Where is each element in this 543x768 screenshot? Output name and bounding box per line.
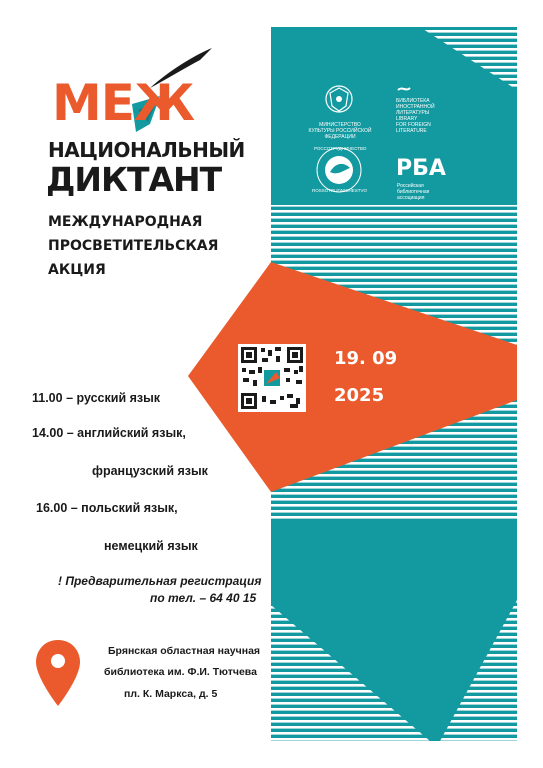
- rba-caption-line: библиотечная: [397, 189, 430, 195]
- location-pin-icon: [36, 640, 80, 706]
- library-caption-line: ЛИТЕРАТУРЫ: [396, 110, 430, 116]
- library-caption: [396, 98, 435, 134]
- library-caption-line: БИБЛИОТЕКА: [396, 98, 430, 104]
- registration-phone: по тел. – 64 40 15: [150, 591, 257, 605]
- address-line: Брянская областная научная: [108, 645, 261, 657]
- schedule-item: французский язык: [92, 464, 208, 478]
- library-caption-line: ИНОСТРАННОЙ: [396, 104, 435, 110]
- rba-logo: РБА: [396, 156, 446, 181]
- rossotr-caption-bottom: ROSSOTRUDNICHESTVO: [312, 188, 368, 193]
- library-caption-line: LITERATURE: [396, 128, 427, 134]
- rba-caption-line: ассоциация: [397, 195, 425, 201]
- event-date: 19. 09: [334, 348, 398, 369]
- ministry-caption: МИНИСТЕРСТВО КУЛЬТУРЫ РОССИЙСКОЙ ФЕДЕРАЦИИ: [308, 122, 372, 140]
- subtitle-line: МЕЖДУНАРОДНАЯ: [48, 214, 203, 230]
- registration-note: ! Предварительная регистрация: [58, 574, 262, 588]
- rba-caption: [397, 183, 429, 201]
- logo-line-national: НАЦИОНАЛЬНЫЙ: [48, 138, 245, 162]
- library-caption-line: LIBRARY: [396, 116, 418, 122]
- schedule-item: 14.00 – английский язык,: [32, 426, 186, 440]
- schedule-item: немецкий язык: [104, 539, 198, 553]
- subtitle-line: ПРОСВЕТИТЕЛЬСКАЯ: [48, 238, 219, 254]
- library-logo-icon: [398, 88, 410, 90]
- schedule-item: 11.00 – русский язык: [32, 391, 161, 405]
- library-caption-line: FOR FOREIGN: [396, 122, 431, 128]
- address-line: пл. К. Маркса, д. 5: [124, 688, 218, 700]
- logo-wordmark: МЕЖ: [52, 74, 195, 132]
- logo-line-dictation: ДИКТАНТ: [46, 160, 222, 199]
- address-line: библиотека им. Ф.И. Тютчева: [104, 666, 257, 678]
- subtitle-line: АКЦИЯ: [48, 262, 106, 278]
- qr-code: [238, 344, 306, 412]
- schedule-item: 16.00 – польский язык,: [36, 501, 178, 515]
- rba-caption-line: Российская: [397, 183, 424, 189]
- subtitle: [48, 210, 278, 282]
- event-year: 2025: [334, 385, 385, 406]
- rossotr-caption-top: РОССОТРУДНИЧЕСТВО: [314, 146, 367, 151]
